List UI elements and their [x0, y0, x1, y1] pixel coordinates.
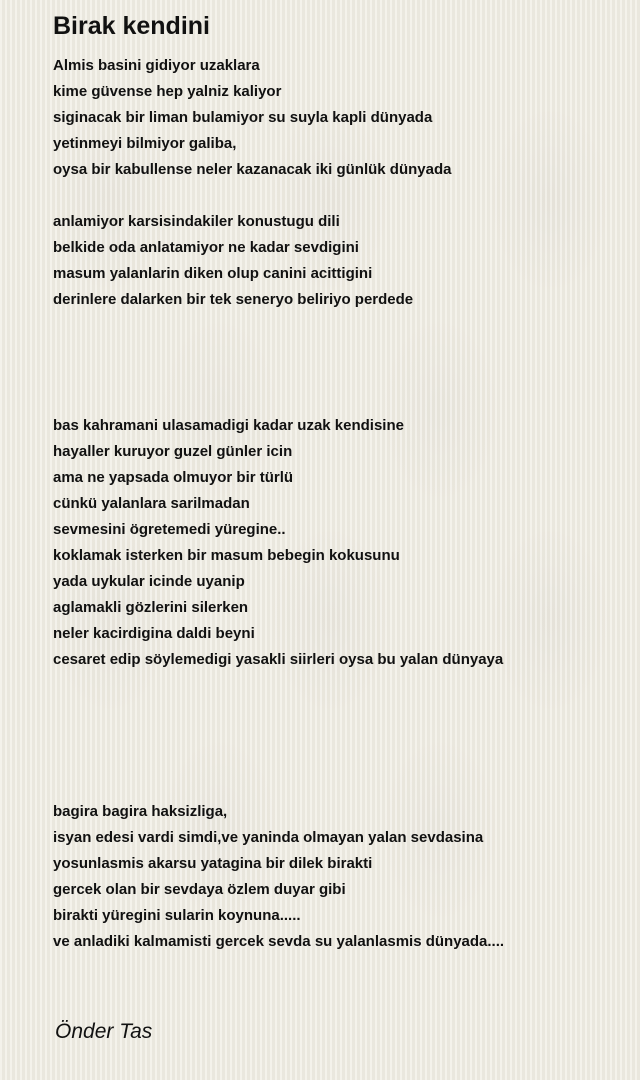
poem-line: aglamakli gözlerini silerken: [53, 599, 249, 616]
stanza-1: [53, 53, 452, 183]
poem-line: Almis basini gidiyor uzaklara: [53, 57, 260, 74]
poem-line: ama ne yapsada olmuyor bir türlü: [53, 469, 294, 486]
poem-line: yosunlasmis akarsu yatagina bir dilek birakti: [53, 855, 373, 872]
poem-line: cünkü yalanlara sarilmadan: [53, 495, 250, 512]
poem-line: derinlere dalarken bir tek seneryo beliriyo perdede: [53, 291, 414, 308]
poem-title: Birak kendini: [53, 12, 210, 40]
poem-line: yada uykular icinde uyanip: [53, 573, 245, 590]
poem-line: hayaller kuruyor guzel günler icin: [53, 443, 293, 460]
poem-line: cesaret edip söylemedigi yasakli siirleri oysa bu yalan dünyaya: [53, 651, 504, 668]
poem-line: belkide oda anlatamiyor ne kadar sevdigini: [53, 239, 359, 256]
stanza-2: [53, 209, 413, 313]
stanza-4: [53, 799, 504, 955]
poem-line: isyan edesi vardi simdi,ve yaninda olmayan yalan sevdasina: [53, 829, 484, 846]
poem-line: koklamak isterken bir masum bebegin kokusunu: [53, 547, 400, 564]
poem-line: yetinmeyi bilmiyor galiba,: [53, 135, 237, 152]
poem-line: siginacak bir liman bulamiyor su suyla kapli dünyada: [53, 109, 433, 126]
poem-author: Önder Tas: [55, 1020, 153, 1043]
poem-line: anlamiyor karsisindakiler konustugu dili: [53, 213, 340, 230]
poem-line: sevmesini ögretemedi yüregine..: [53, 521, 286, 538]
stanza-3: [53, 413, 503, 673]
poem-line: ve anladiki kalmamisti gercek sevda su yalanlasmis dünyada....: [53, 933, 505, 950]
poem-line: bagira bagira haksizliga,: [53, 803, 228, 820]
poem-line: oysa bir kabullense neler kazanacak iki günlük dünyada: [53, 161, 452, 178]
poem-line: masum yalanlarin diken olup canini acittigini: [53, 265, 373, 282]
poem-line: bas kahramani ulasamadigi kadar uzak kendisine: [53, 417, 404, 434]
poem-line: birakti yüregini sularin koynuna.....: [53, 907, 301, 924]
poem-line: neler kacirdigina daldi beyni: [53, 625, 255, 642]
poem-line: kime güvense hep yalniz kaliyor: [53, 83, 282, 100]
poem-line: gercek olan bir sevdaya özlem duyar gibi: [53, 881, 346, 898]
